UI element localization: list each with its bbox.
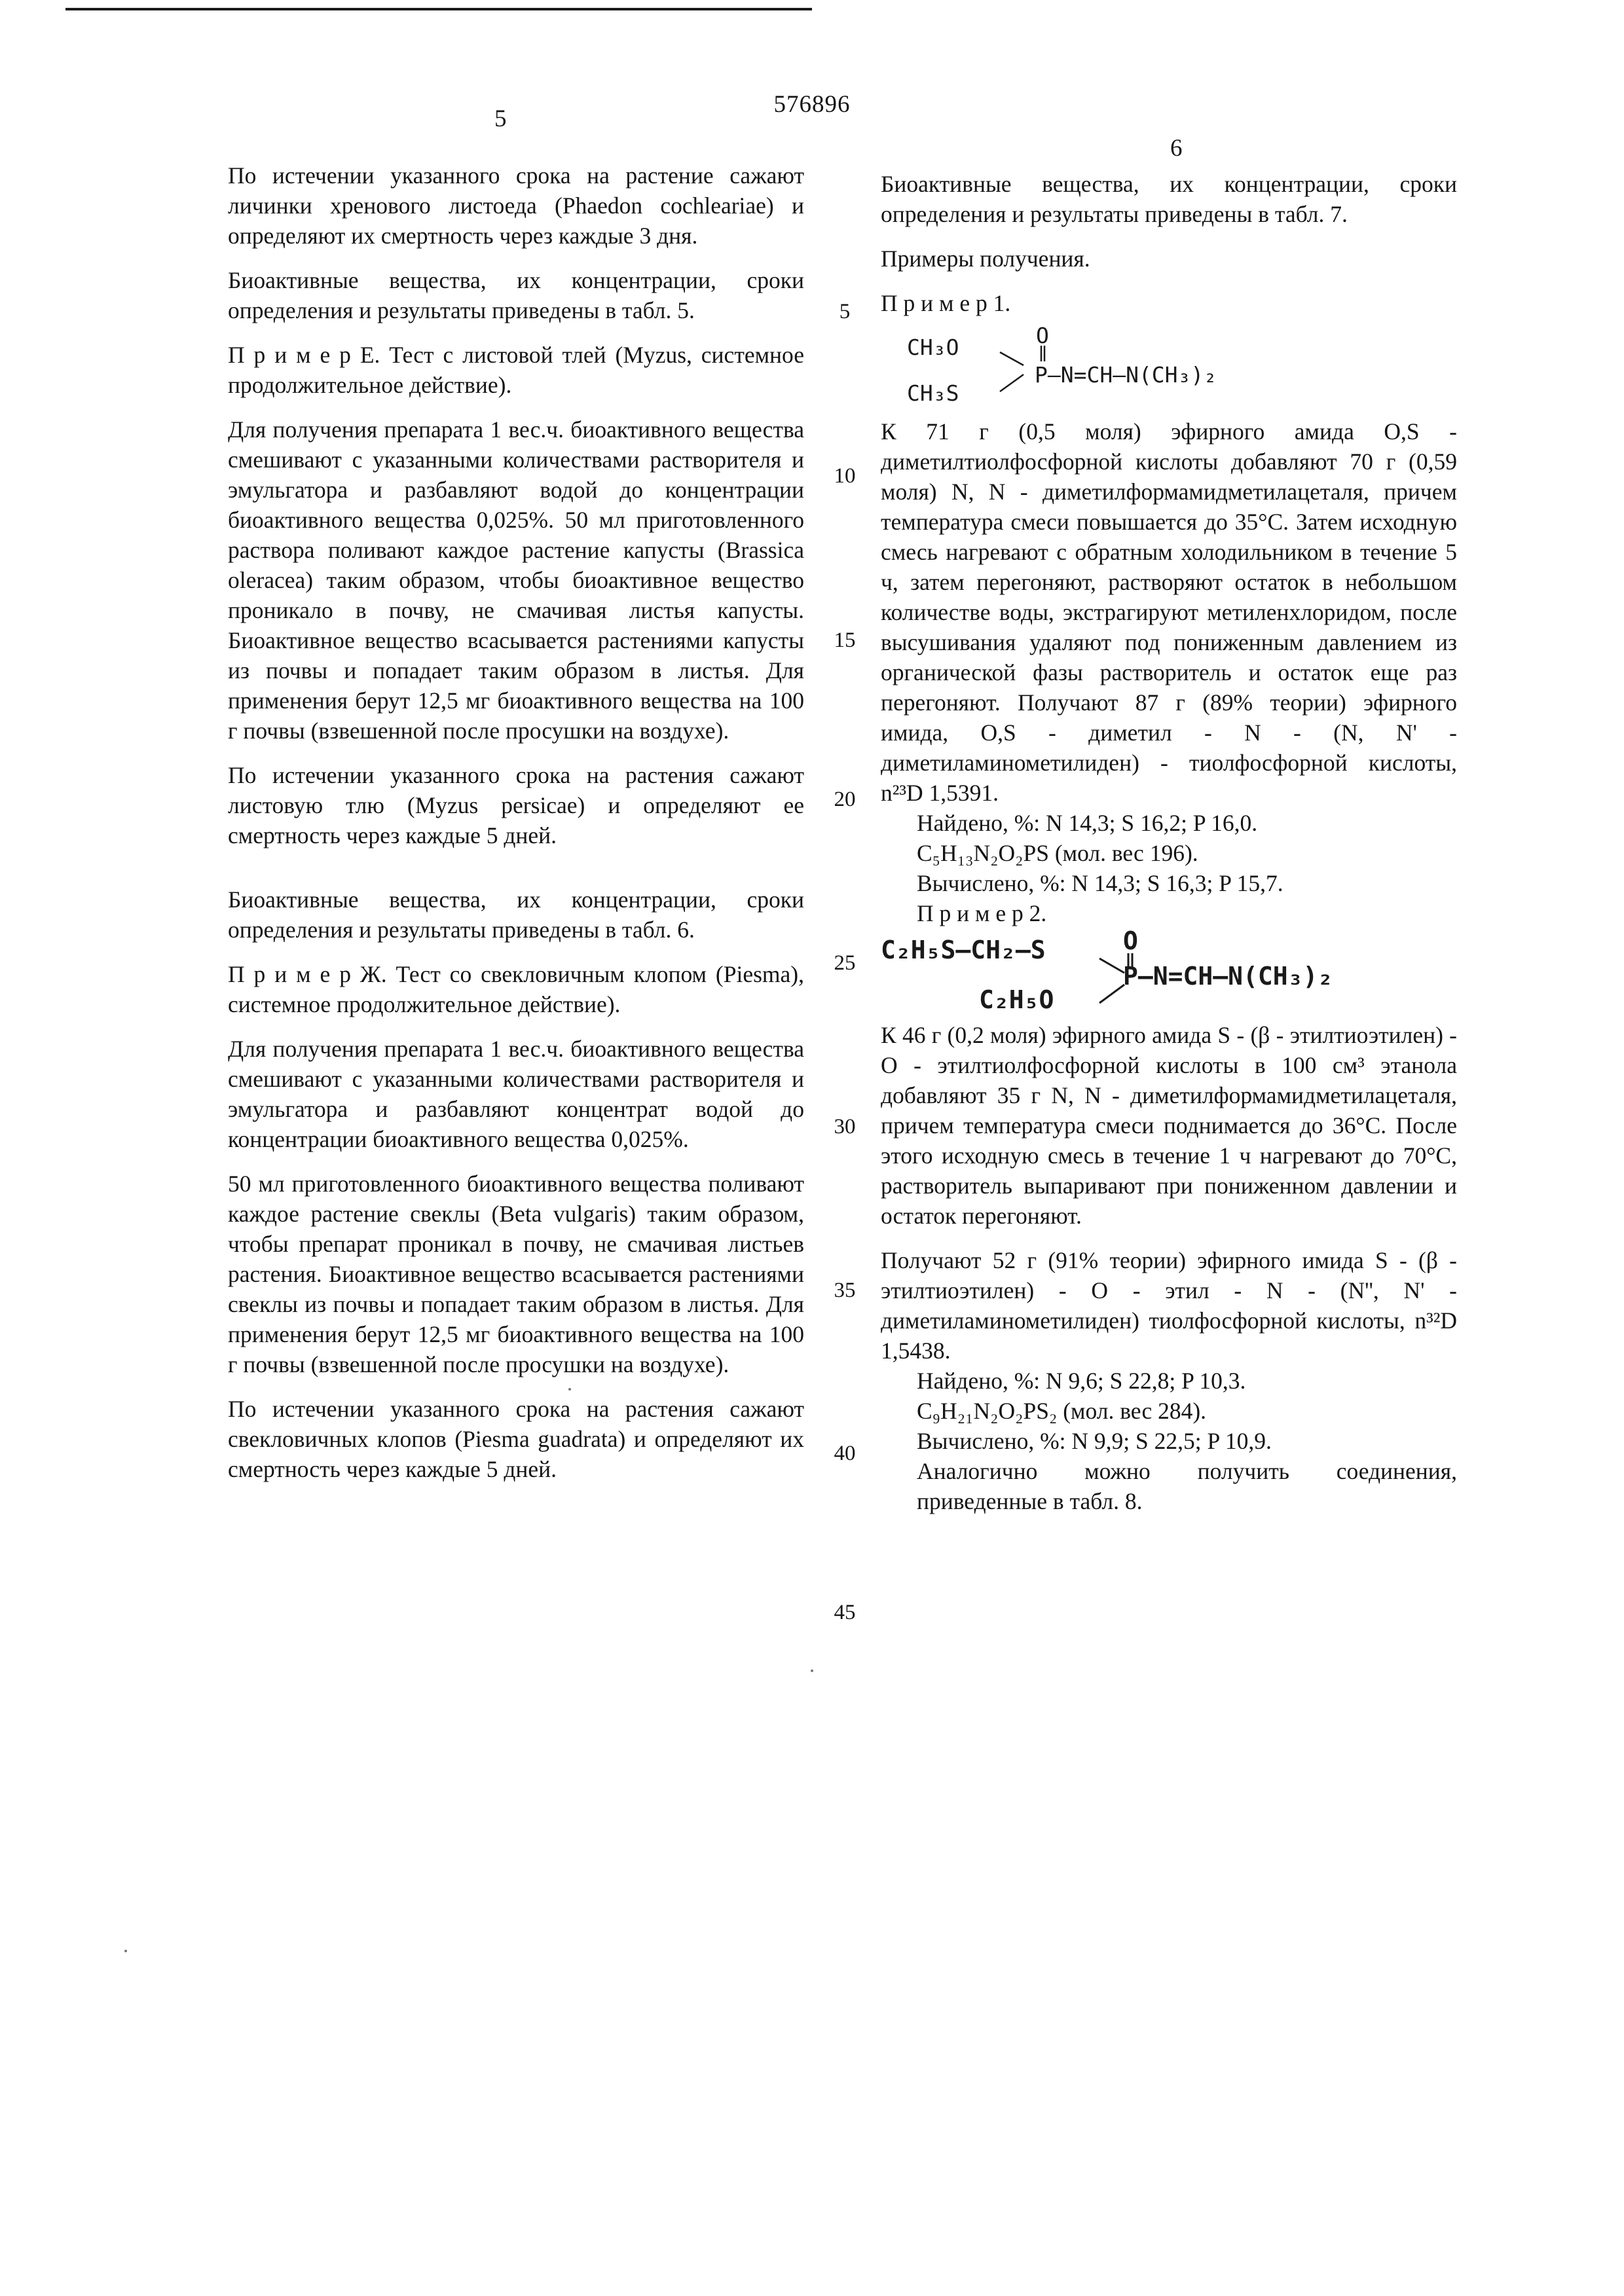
left-paragraph-1: По истечении указанного срока на растение сажают личинки хренового листоеда (Phaedon cochleariae) и определяют их смертность через каждые 3 дня. <box>228 162 804 249</box>
example-2-found: Найдено, %: N 9,6; S 22,8; P 10,3. <box>917 1368 1246 1394</box>
example-2-text: К 46 г (0,2 моля) эфирного амида S - (β - этилтиоэтилен) - O - этилтиолфосфорной кислоты в 100 см³ этанола добавляют 35 г N, N - диметилформамидметилацеталя, причем температура смеси поднимается до 36°C. После этого исходную смесь в течение 1 ч нагревают до 70°C, растворитель выпаривают при пониженном давлении и остаток перегоняют. <box>881 1022 1457 1229</box>
example-2-result: Получают 52 г (91% теории) эфирного имида S - (β - этилтиоэтилен) - O - этил - N - (N'', N' - диметиламинометилиден) тиолфосфорной кислоты, n³²D 1,5438. <box>881 1247 1457 1364</box>
top-rule <box>65 8 812 10</box>
formula-2-bottom-group: C₂H₅O <box>979 985 1054 1014</box>
right-column <box>881 169 1457 1516</box>
formula-2-oxygen: O <box>1123 926 1138 955</box>
example-2-title: П р и м е р 2. <box>917 900 1047 926</box>
line-number-40: 40 <box>834 1442 856 1465</box>
example-2-calculated: Вычислено, %: N 9,9; S 22,5; P 10,9. <box>917 1428 1272 1454</box>
line-number-35: 35 <box>834 1279 856 1302</box>
scan-speck <box>124 1950 127 1952</box>
example-2-molecular-formula: C₉H₂₁N₂O₂PS₂ (мол. вес 284). <box>917 1398 1207 1424</box>
formula-1-top-group: CH₃O <box>907 335 959 360</box>
final-note: Аналогично можно получить соединения, приведенные в табл. 8. <box>917 1458 1457 1514</box>
left-paragraph-9: 50 мл приготовленного биоактивного вещества поливают каждое растение свеклы (Beta vulgaris) таким образом, чтобы препарат проникал в почву, не смачивая листьев растения. Биоактивное вещество всасывается растениями свеклы из почвы и попадает таким образом в листья. Для применения берут 12,5 мг биоактивного вещества на 100 г почвы (взвешенной после просушки на воздухе). <box>228 1171 804 1377</box>
formula-1-oxygen: O <box>1036 323 1049 348</box>
line-number-25: 25 <box>834 951 856 975</box>
left-paragraph-5: По истечении указанного срока на растения сажают листовую тлю (Myzus persicae) и определяют ее смертность через каждые 5 дней. <box>228 762 804 848</box>
formula-1-chain: P–N=CH–N(CH₃)₂ <box>1035 362 1217 388</box>
left-paragraph-2: Биоактивные вещества, их концентрации, сроки определения и результаты приведены в табл. 5. <box>228 267 804 323</box>
line-number-45: 45 <box>834 1601 856 1624</box>
example-e-heading: П р и м е р Е. Тест с листовой тлей (Myzus, системное продолжительное действие). <box>228 342 804 398</box>
formula-1-double-bond <box>1039 346 1046 361</box>
examples-heading: Примеры получения. <box>881 246 1090 272</box>
formula-2-top-group: C₂H₅S–CH₂–S <box>881 936 1046 964</box>
page-number-left: 5 <box>494 105 507 132</box>
left-paragraph-10: По истечении указанного срока на растения сажают свекловичных клопов (Piesma guadrata) и определяют их смертность через каждые 5 дней. <box>228 1396 804 1482</box>
patent-number: 576896 <box>773 91 851 118</box>
formula-1-bottom-group: CH₃S <box>907 380 959 406</box>
line-number-20: 20 <box>834 788 856 811</box>
left-column <box>228 160 804 1484</box>
example-1-calculated: Вычислено, %: N 14,3; S 16,3; P 15,7. <box>917 870 1283 896</box>
example-1-molecular-formula: C₅H₁₃N₂O₂PS (мол. вес 196). <box>917 840 1198 866</box>
structural-formula-2 <box>881 928 1457 1020</box>
line-number-5: 5 <box>839 300 851 323</box>
page-number-right: 6 <box>1170 135 1183 162</box>
line-number-15: 15 <box>834 629 856 652</box>
line-number-30: 30 <box>834 1115 856 1139</box>
left-paragraph-8: Для получения препарата 1 вес.ч. биоактивного вещества смешивают с указанными количествами растворителя и эмульгатора и разбавляют концентрат водой до концентрации биоактивного вещества 0,025%. <box>228 1036 804 1152</box>
formula-2-chain: P–N=CH–N(CH₃)₂ <box>1123 962 1333 991</box>
left-paragraph-6: Биоактивные вещества, их концентрации, сроки определения и результаты приведены в табл. 6. <box>228 886 804 943</box>
example-1-title: П р и м е р 1. <box>881 290 1011 316</box>
scan-speck <box>811 1669 813 1672</box>
scan-speck <box>568 1388 571 1391</box>
left-paragraph-4: Для получения препарата 1 вес.ч. биоактивного вещества смешивают с указанными количествами растворителя и эмульгатора и разбавляют водой до концентрации биоактивного вещества 0,025%. 50 мл приготовленного раствора поливают каждое растение капусты (Brassica oleracea) таким образом, чтобы биоактивное вещество проникало в почву, не смачивая листья капусты. Биоактивное вещество всасывается растениями капусты из почвы и попадает таким образом в листья. Для применения берут 12,5 мг биоактивного вещества на 100 г почвы (взвешенной после просушки на воздухе). <box>228 416 804 744</box>
formula-1-bonds <box>997 338 1030 397</box>
example-1-text: К 71 г (0,5 моля) эфирного амида O,S - диметилтиолфосфорной кислоты добавляют 70 г (0,59 моля) N, N - диметилформамидметилацеталя, причем температура смеси повышается до 35°C. Затем исходную смесь нагревают с обратным холодильником в течение 5 ч, затем перегоняют, растворяют остаток в небольшом количестве воды, экстрагируют метиленхлоридом, после высушивания удаляют под пониженным давлением из органической фазы растворитель и остаток еще раз перегоняют. Получают 87 г (89% теории) эфирного имида, O,S - диметил - N - (N, N' - диметиламинометилиден) - тиолфосфорной кислоты, n²³D 1,5391. <box>881 418 1457 806</box>
structural-formula-1 <box>881 318 1457 416</box>
right-paragraph-1: Биоактивные вещества, их концентрации, сроки определения и результаты приведены в табл. 7. <box>881 171 1457 227</box>
example-1-found: Найдено, %: N 14,3; S 16,2; P 16,0. <box>917 810 1258 836</box>
example-zh-heading: П р и м е р Ж. Тест со свекловичным клопом (Piesma), системное продолжительное действие). <box>228 961 804 1017</box>
line-number-10: 10 <box>834 464 856 488</box>
